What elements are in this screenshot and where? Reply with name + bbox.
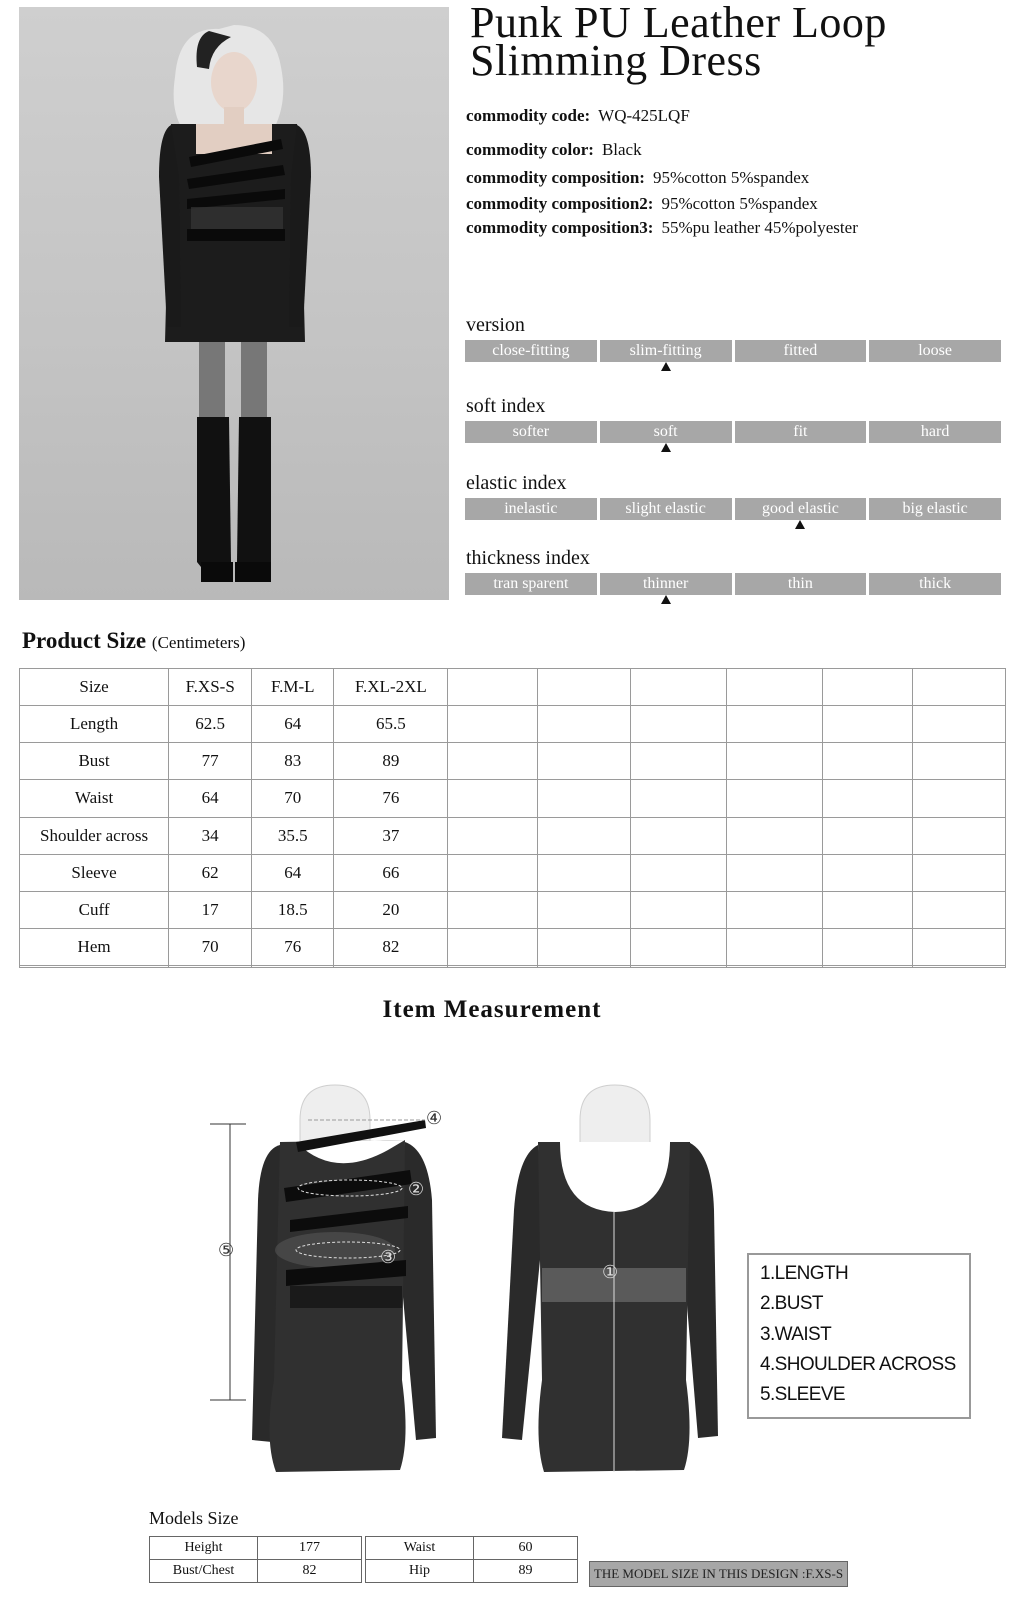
row-label: Waist — [366, 1537, 474, 1560]
spec-composition: commodity composition: 95%cotton 5%spandex — [466, 168, 810, 187]
cell-value: 82 — [334, 928, 448, 965]
cell-value: 35.5 — [252, 817, 334, 854]
cell-value: 17 — [169, 891, 252, 928]
row-label: Bust — [20, 743, 169, 780]
row-label: Height — [150, 1537, 258, 1560]
table-row — [150, 1560, 578, 1583]
front-garment-diagram — [200, 1080, 470, 1480]
table-header: F.M-L — [252, 669, 334, 706]
version-option-selected: slim-fitting — [600, 340, 732, 362]
cell-value: 64 — [252, 854, 334, 891]
cell-value: 76 — [334, 780, 448, 817]
table-header: F.XL-2XL — [334, 669, 448, 706]
thickness-index-title: thickness index — [466, 547, 590, 569]
product-size-unit: (Centimeters) — [151, 633, 246, 652]
cell-value: 177 — [258, 1537, 362, 1560]
models-size-title: Models Size — [149, 1508, 239, 1528]
table-row-empty — [20, 966, 1006, 968]
cell-value: 70 — [252, 780, 334, 817]
product-size-title: Product Size (Centimeters) — [22, 628, 246, 653]
legend-item: 4.SHOULDER ACROSS — [760, 1354, 956, 1375]
table-row — [20, 743, 1006, 780]
version-option: close-fitting — [465, 340, 597, 362]
cell-value: 37 — [334, 817, 448, 854]
soft-index-option: fit — [735, 421, 867, 443]
table-row — [20, 706, 1006, 743]
measurement-legend — [747, 1253, 971, 1419]
legend-item: 2.BUST — [760, 1293, 823, 1314]
marker-2: ② — [408, 1179, 425, 1200]
soft-index-title: soft index — [466, 395, 546, 417]
thickness-index-option: thin — [735, 573, 867, 595]
model-size-note: THE MODEL SIZE IN THIS DESIGN :F.XS-S — [589, 1561, 848, 1587]
soft-index-option: softer — [465, 421, 597, 443]
soft-index-option-selected: soft — [600, 421, 732, 443]
elastic-index-option: slight elastic — [600, 498, 732, 520]
thickness-index-bar — [465, 573, 1001, 595]
marker-3: ③ — [380, 1247, 397, 1268]
row-label: Hem — [20, 928, 169, 965]
item-measurement-title: Item Measurement — [382, 996, 602, 1023]
cell-value: 62.5 — [169, 706, 252, 743]
thickness-index-option: thick — [869, 573, 1001, 595]
selected-marker-icon — [661, 362, 671, 371]
row-label: Sleeve — [20, 854, 169, 891]
table-header-row — [20, 669, 1006, 706]
spec-composition3: commodity composition3: 55%pu leather 45%polyester — [466, 218, 858, 237]
cell-value: 76 — [252, 928, 334, 965]
cell-value: 82 — [258, 1560, 362, 1583]
cell-value: 89 — [474, 1560, 578, 1583]
cell-value: 60 — [474, 1537, 578, 1560]
row-label: Cuff — [20, 891, 169, 928]
elastic-index-title: elastic index — [466, 472, 567, 494]
version-bar — [465, 340, 1001, 362]
table-row — [20, 780, 1006, 817]
selected-marker-icon — [795, 520, 805, 529]
model-photo — [19, 7, 449, 600]
table-header: Size — [20, 669, 169, 706]
legend-item: 5.SLEEVE — [760, 1384, 845, 1405]
spec-commodity-color: commodity color: Black — [466, 140, 642, 159]
table-row — [20, 854, 1006, 891]
row-label: Waist — [20, 780, 169, 817]
spec-commodity-code: commodity code: WQ-425LQF — [466, 106, 690, 125]
table-row — [20, 817, 1006, 854]
row-label: Length — [20, 706, 169, 743]
models-size-table — [149, 1536, 578, 1583]
marker-4: ④ — [426, 1108, 443, 1129]
table-header: F.XS-S — [169, 669, 252, 706]
cell-value: 77 — [169, 743, 252, 780]
model-figure — [19, 7, 449, 600]
table-row — [20, 891, 1006, 928]
soft-index-option: hard — [869, 421, 1001, 443]
cell-value: 89 — [334, 743, 448, 780]
cell-value: 20 — [334, 891, 448, 928]
thickness-index-option: tran sparent — [465, 573, 597, 595]
version-option: fitted — [735, 340, 867, 362]
product-size-table — [19, 668, 1006, 968]
elastic-index-option-selected: good elastic — [735, 498, 867, 520]
cell-value: 70 — [169, 928, 252, 965]
elastic-index-bar — [465, 498, 1001, 520]
cell-value: 18.5 — [252, 891, 334, 928]
version-option: loose — [869, 340, 1001, 362]
back-garment-diagram — [490, 1080, 730, 1480]
cell-value: 66 — [334, 854, 448, 891]
elastic-index-option: big elastic — [869, 498, 1001, 520]
spec-composition2: commodity composition2: 95%cotton 5%spandex — [466, 194, 818, 213]
cell-value: 62 — [169, 854, 252, 891]
row-label: Bust/Chest — [150, 1560, 258, 1583]
row-label: Hip — [366, 1560, 474, 1583]
cell-value: 34 — [169, 817, 252, 854]
row-label: Shoulder across — [20, 817, 169, 854]
elastic-index-option: inelastic — [465, 498, 597, 520]
selected-marker-icon — [661, 595, 671, 604]
cell-value: 64 — [169, 780, 252, 817]
soft-index-bar — [465, 421, 1001, 443]
table-row — [20, 928, 1006, 965]
selected-marker-icon — [661, 443, 671, 452]
table-row — [150, 1537, 578, 1560]
thickness-index-option-selected: thinner — [600, 573, 732, 595]
cell-value: 65.5 — [334, 706, 448, 743]
legend-item: 1.LENGTH — [760, 1263, 849, 1284]
marker-1: ① — [602, 1262, 619, 1283]
marker-5: ⑤ — [218, 1240, 235, 1261]
cell-value: 83 — [252, 743, 334, 780]
legend-item: 3.WAIST — [760, 1324, 832, 1345]
cell-value: 64 — [252, 706, 334, 743]
product-title: Punk PU Leather Loop Slimming Dress — [470, 0, 887, 85]
version-title: version — [466, 314, 525, 336]
